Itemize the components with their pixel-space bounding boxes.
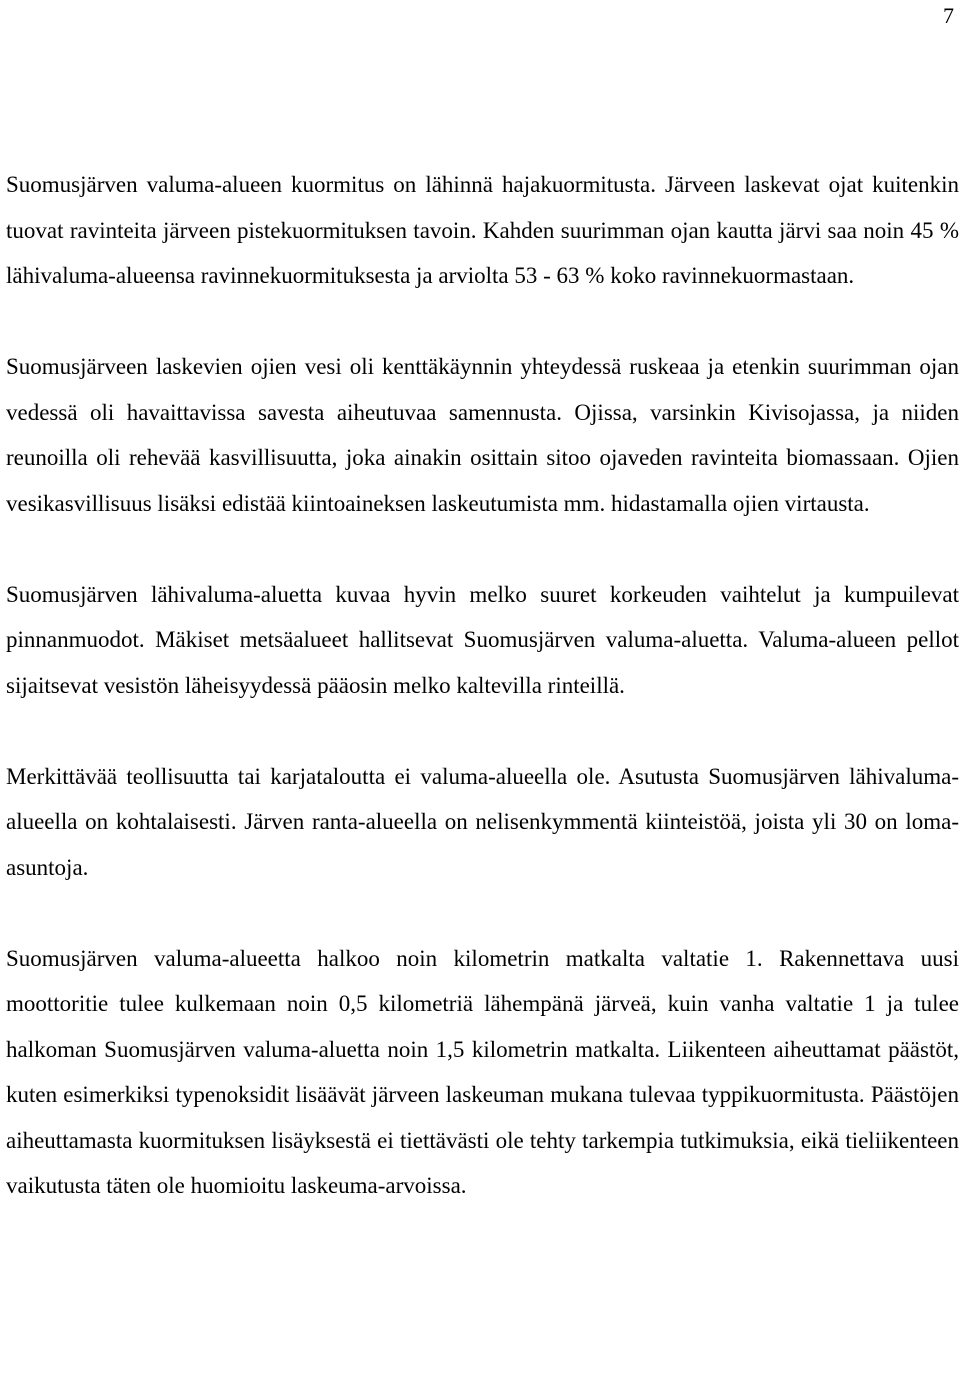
paragraph-loading-overview: Suomusjärven valuma-alueen kuormitus on lähinnä hajakuormitusta. Järveen laskevat ojat kuitenkin tuovat ravinteita järveen pistekuormituksen tavoin. Kahden suurimman ojan kautta järvi saa noin 45 % lähivaluma-alueensa ravinnekuormituksesta ja arviolta 53 - 63 % koko ravinnekuormastaan. <box>6 172 959 288</box>
paragraph-ditch-water: Suomusjärveen laskevien ojien vesi oli kenttäkäynnin yhteydessä ruskeaa ja etenkin suurimman ojan vedessä oli havaittavissa savesta aiheutuvaa samennusta. Ojissa, varsinkin Kivisojassa, ja niiden reunoilla oli rehevää kasvillisuutta, joka ainakin osittain sitoo ojaveden ravinteita biomassaan. Ojien vesikasvillisuus lisäksi edistää kiintoaineksen laskeutumista mm. hidastamalla ojien virtausta. <box>6 354 959 516</box>
paragraph-catchment-terrain: Suomusjärven lähivaluma-aluetta kuvaa hyvin melko suuret korkeuden vaihtelut ja kumpuilevat pinnanmuodot. Mäkiset metsäalueet hallitsevat Suomusjärven valuma-aluetta. Valuma-alueen pellot sijaitsevat vesistön läheisyydessä pääosin melko kaltevilla rinteillä. <box>6 581 959 698</box>
paragraph-settlement: Merkittävää teollisuutta tai karjataloutta ei valuma-alueella ole. Asutusta Suomusjärven lähivaluma-alueella on kohtalaisesti. Järven ranta-alueella on nelisenkymmentä kiinteistöä, joista yli 30 on loma-asuntoja. <box>6 763 959 880</box>
paragraph-road-traffic: Suomusjärven valuma-alueetta halkoo noin kilometrin matkalta valtatie 1. Rakennettava uusi moottoritie tulee kulkemaan noin 0,5 kilometriä lähempänä järveä, kuin vanha valtatie 1 ja tulee halkoman Suomusjärven valuma-aluetta noin 1,5 kilometrin matkalta. Liikenteen aiheuttamat päästöt, kuten esimerkiksi typenoksidit lisäävät järveen laskeuman mukana tulevaa typpikuormitusta. Päästöjen aiheuttamasta kuormituksen lisäyksestä ei tiettävästi ole tehty tarkempia tutkimuksia, eikä tieliikenteen vaikutusta täten ole huomioitu laskeuma-arvoissa. <box>6 945 959 1198</box>
document-body <box>6 162 959 1209</box>
page-number: 7 <box>943 3 954 28</box>
